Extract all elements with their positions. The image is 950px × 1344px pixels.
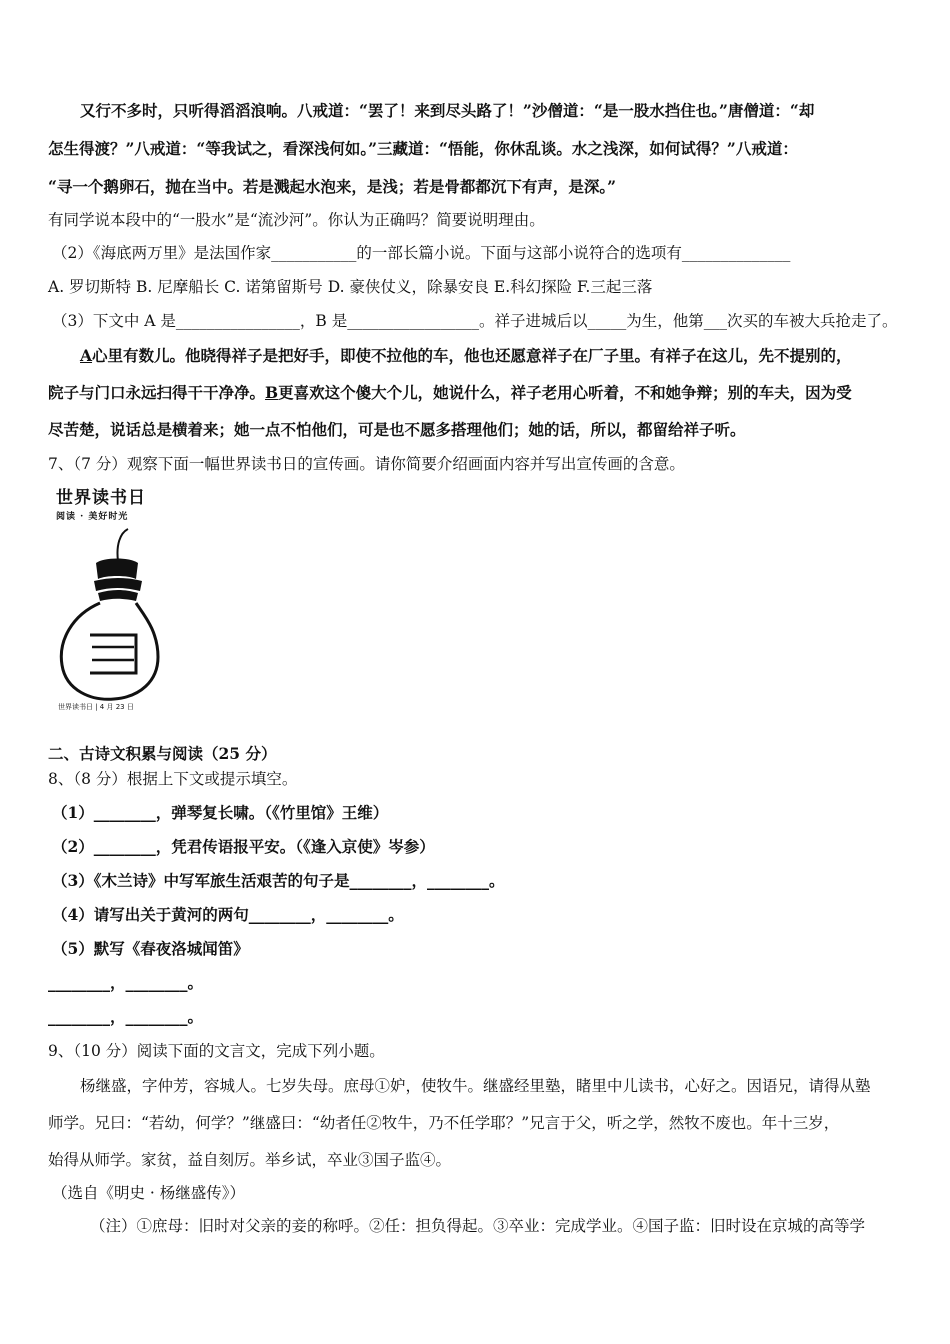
q8-prompt: 8、（8 分）根据上下文或提示填空。 <box>48 770 298 788</box>
excerpt-line-3: “寻一个鹅卵石，抛在当中。若是溅起水泡来，是浅；若是骨都都沉下有声，是深。” <box>48 177 617 196</box>
excerpt-line-2: 怎生得渡？”八戒道：“等我试之，看深浅何如。”三藏道：“悟能，你休乱谈。水之浅深，如何试得？”八戒道： <box>48 139 798 158</box>
q7-prompt: 7、（7 分）观察下面一幅世界读书日的宣传画。请你简要介绍画面内容并写出宣传画的含意。 <box>48 455 685 473</box>
q8-item-5: （5）默写《春夜洛城闻笛》 <box>52 939 249 958</box>
question-line: 有同学说本段中的“一股水”是“流沙河”。你认为正确吗？简要说明理由。 <box>48 211 545 229</box>
passage-line-1 <box>80 345 852 367</box>
q9-source: （选自《明史 · 杨继盛传》） <box>52 1184 246 1202</box>
poster-subtitle: 阅读 · 美好时光 <box>56 512 129 522</box>
marker-a: A <box>80 346 93 365</box>
q9-text-line-1: 杨继盛，字仲芳，容城人。七岁失母。庶母①妒，使牧牛。继盛经里塾，睹里中儿读书，心好之。因语兄，请得从塾 <box>80 1077 871 1095</box>
sub-question-2: （2）《海底两万里》是法国作家___________的一部长篇小说。下面与这部小说符合的选项有______________ <box>52 244 791 262</box>
q9-prompt: 9、（10 分）阅读下面的文言文，完成下列小题。 <box>48 1042 385 1060</box>
q8-blank-line-2: ________，________。 <box>48 1007 204 1026</box>
poster-title: 世界读书日 <box>56 488 146 508</box>
q8-blank-line-1: ________，________。 <box>48 973 204 992</box>
q9-notes: （注）①庶母：旧时对父亲的妾的称呼。②任：担负得起。③卒业：完成学业。④国子监：旧时设在京城的高等学 <box>90 1217 866 1235</box>
poster-footer: 世界读书日 | 4 月 23 日 <box>58 703 134 711</box>
q8-item-3: （3）《木兰诗》中写军旅生活艰苦的句子是________，________。 <box>52 871 505 890</box>
sub-question-2-options: A. 罗切斯特 B. 尼摩船长 C. 诺第留斯号 D. 豪侠仗义，除暴安良 E.科幻探险 F.三起三落 <box>48 278 653 296</box>
q8-item-1: （1）________，弹琴复长啸。（《竹里馆》王维） <box>52 803 389 822</box>
marker-b: B <box>265 383 279 402</box>
q8-item-2: （2）________，凭君传语报平安。（《逢入京使》岑参） <box>52 837 435 856</box>
lightbulb-book-icon <box>52 523 168 701</box>
passage-line-2-pre: 院子与门口永远扫得干干净净。 <box>48 383 266 402</box>
q8-item-4: （4）请写出关于黄河的两句________，________。 <box>52 905 404 924</box>
passage-line-2 <box>48 382 852 404</box>
q9-text-line-2: 师学。兄曰：“若幼，何学？”继盛曰：“幼者任②牧牛，乃不任学耶？”兄言于父，听之学，然牧不废也。年十三岁， <box>48 1114 840 1132</box>
section-2-heading: 二、古诗文积累与阅读（25 分） <box>48 744 277 763</box>
sub-question-3: （3）下文中 A 是________________，B 是_________________。祥子进城后以_____为生，他第___次买的车被大兵抢走了。 <box>52 312 898 330</box>
passage-line-3: 尽苦楚，说话总是横着来；她一点不怕他们，可是也不愿多搭理他们；她的话，所以，都留给祥子听。 <box>48 420 746 439</box>
excerpt-line-1: 又行不多时，只听得滔滔浪响。八戒道：“罢了！来到尽头路了！”沙僧道：“是一股水挡住也。”唐僧道：“却 <box>80 101 815 120</box>
world-book-day-poster <box>52 483 168 719</box>
passage-line-2-post: 更喜欢这个傻大个儿，她说什么，祥子老用心听着，不和她争辩；别的车夫，因为受 <box>278 383 852 402</box>
passage-line-1-text: 心里有数儿。他晓得祥子是把好手，即使不拉他的车，他也还愿意祥子在厂子里。有祥子在这儿，先不提别的， <box>92 346 852 365</box>
q9-text-line-3: 始得从师学。家贫，益自刻厉。举乡试，卒业③国子监④。 <box>48 1151 452 1169</box>
